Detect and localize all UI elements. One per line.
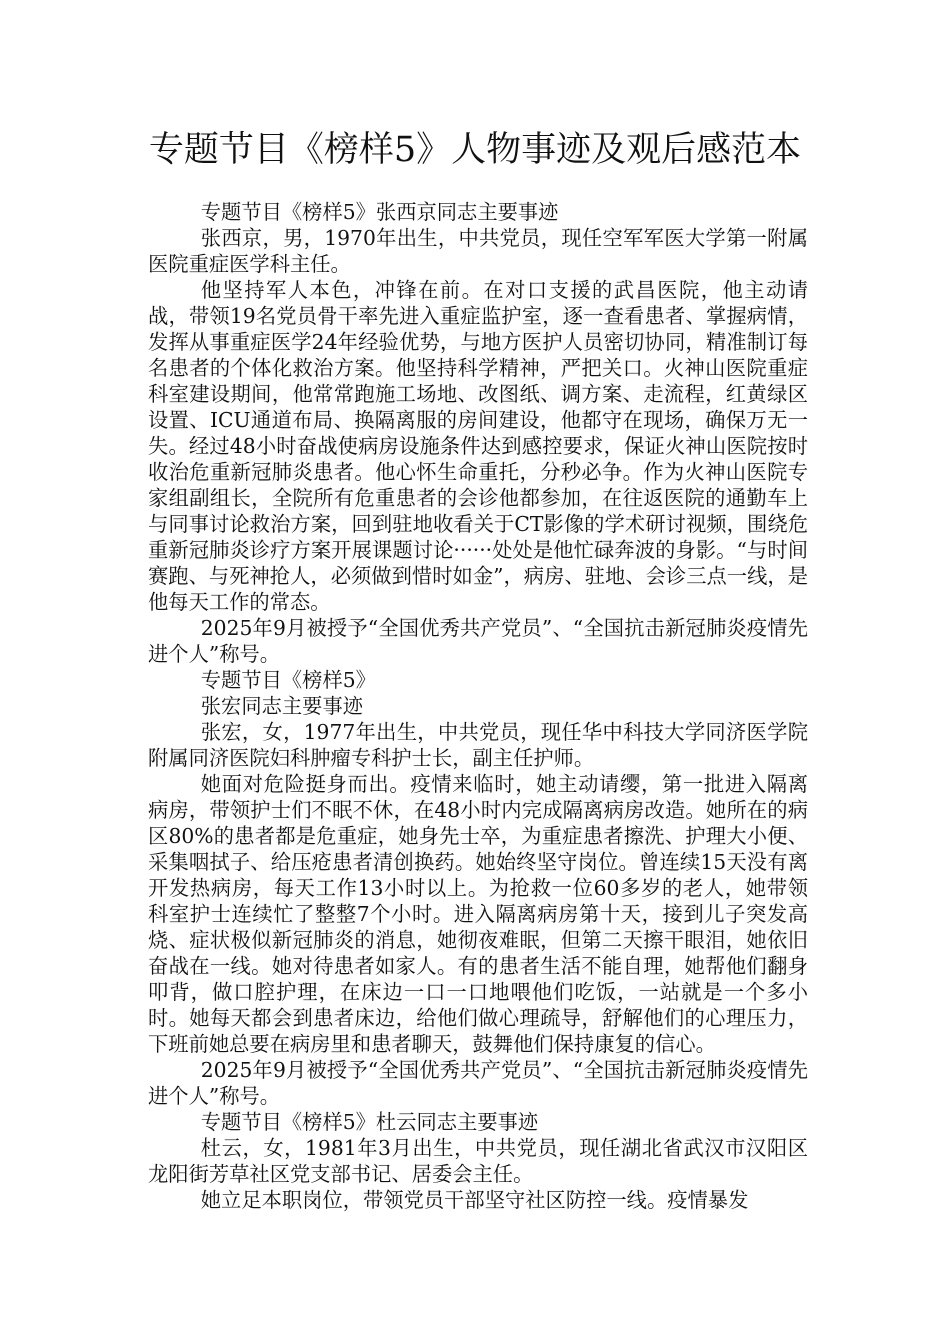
paragraph: 2025年9月被授予“全国优秀共产党员”、“全国抗击新冠肺炎疫情先进个人”称号。 bbox=[148, 616, 808, 666]
paragraph: 她立足本职岗位，带领党员干部坚守社区防控一线。疫情暴发 bbox=[200, 1188, 749, 1212]
section-heading: 专题节目《榜样5》张西京同志主要事迹 bbox=[200, 200, 559, 224]
document-title: 专题节目《榜样5》人物事迹及观后感范本 bbox=[148, 130, 802, 170]
paragraph: 他坚持军人本色，冲锋在前。在对口支援的武昌医院，他主动请战，带领19名党员骨干率先进入重症监护室，逐一查看患者、掌握病情，发挥从事重症医学24年经验优势，与地方医护人员密切协同，精准制订每名患者的个体化救治方案。他坚持科学精神，严把关口。火神山医院重症科室建设期间，他常常跑施工场地、改图纸、调方案、走流程，红黄绿区设置、ICU通道布局、换隔离服的房间建设，他都守在现场，确保万无一失。经过48小时奋战使病房设施条件达到感控要求，保证火神山医院按时收治危重新冠肺炎患者。他心怀生命重托，分秒必争。作为火神山医院专家组副组长，全院所有危重患者的会诊他都参加，在往返医院的通勤车上与同事讨论救治方案，回到驻地收看关于CT影像的学术研讨视频，围绕危重新冠肺炎诊疗方案开展课题讨论······处处是他忙碌奔波的身影。“与时间赛跑、与死神抢人，必须做到惜时如金”，病房、驻地、会诊三点一线，是他每天工作的常态。 bbox=[148, 278, 808, 614]
paragraph: 张西京，男，1970年出生，中共党员，现任空军军医大学第一附属医院重症医学科主任。 bbox=[148, 226, 808, 276]
section-heading: 专题节目《榜样5》杜云同志主要事迹 bbox=[200, 1110, 539, 1134]
section-heading: 专题节目《榜样5》 bbox=[200, 668, 376, 692]
paragraph: 她面对危险挺身而出。疫情来临时，她主动请缨，第一批进入隔离病房，带领护士们不眠不休，在48小时内完成隔离病房改造。她所在的病区80%的患者都是危重症，她身先士卒，为重症患者擦洗、护理大小便、采集咽拭子、给压疮患者清创换药。她始终坚守岗位。曾连续15天没有离开发热病房，每天工作13小时以上。为抢救一位60多岁的老人，她带领科室护士连续忙了整整7个小时。进入隔离病房第十天，接到儿子突发高烧、症状极似新冠肺炎的消息，她彻夜难眠，但第二天擦干眼泪，她依旧奋战在一线。她对待患者如家人。有的患者生活不能自理，她帮他们翻身叩背，做口腔护理，在床边一口一口地喂他们吃饭，一站就是一个多小时。她每天都会到患者床边，给他们做心理疏导，舒解他们的心理压力，下班前她总要在病房里和患者聊天，鼓舞他们保持康复的信心。 bbox=[148, 772, 808, 1056]
document-body bbox=[148, 199, 808, 1213]
section-heading: 张宏同志主要事迹 bbox=[200, 694, 364, 718]
paragraph: 张宏，女，1977年出生，中共党员，现任华中科技大学同济医学院附属同济医院妇科肿瘤专科护士长，副主任护师。 bbox=[148, 720, 808, 770]
paragraph: 杜云，女，1981年3月出生，中共党员，现任湖北省武汉市汉阳区龙阳街芳草社区党支部书记、居委会主任。 bbox=[148, 1136, 808, 1186]
paragraph: 2025年9月被授予“全国优秀共产党员”、“全国抗击新冠肺炎疫情先进个人”称号。 bbox=[148, 1058, 808, 1108]
